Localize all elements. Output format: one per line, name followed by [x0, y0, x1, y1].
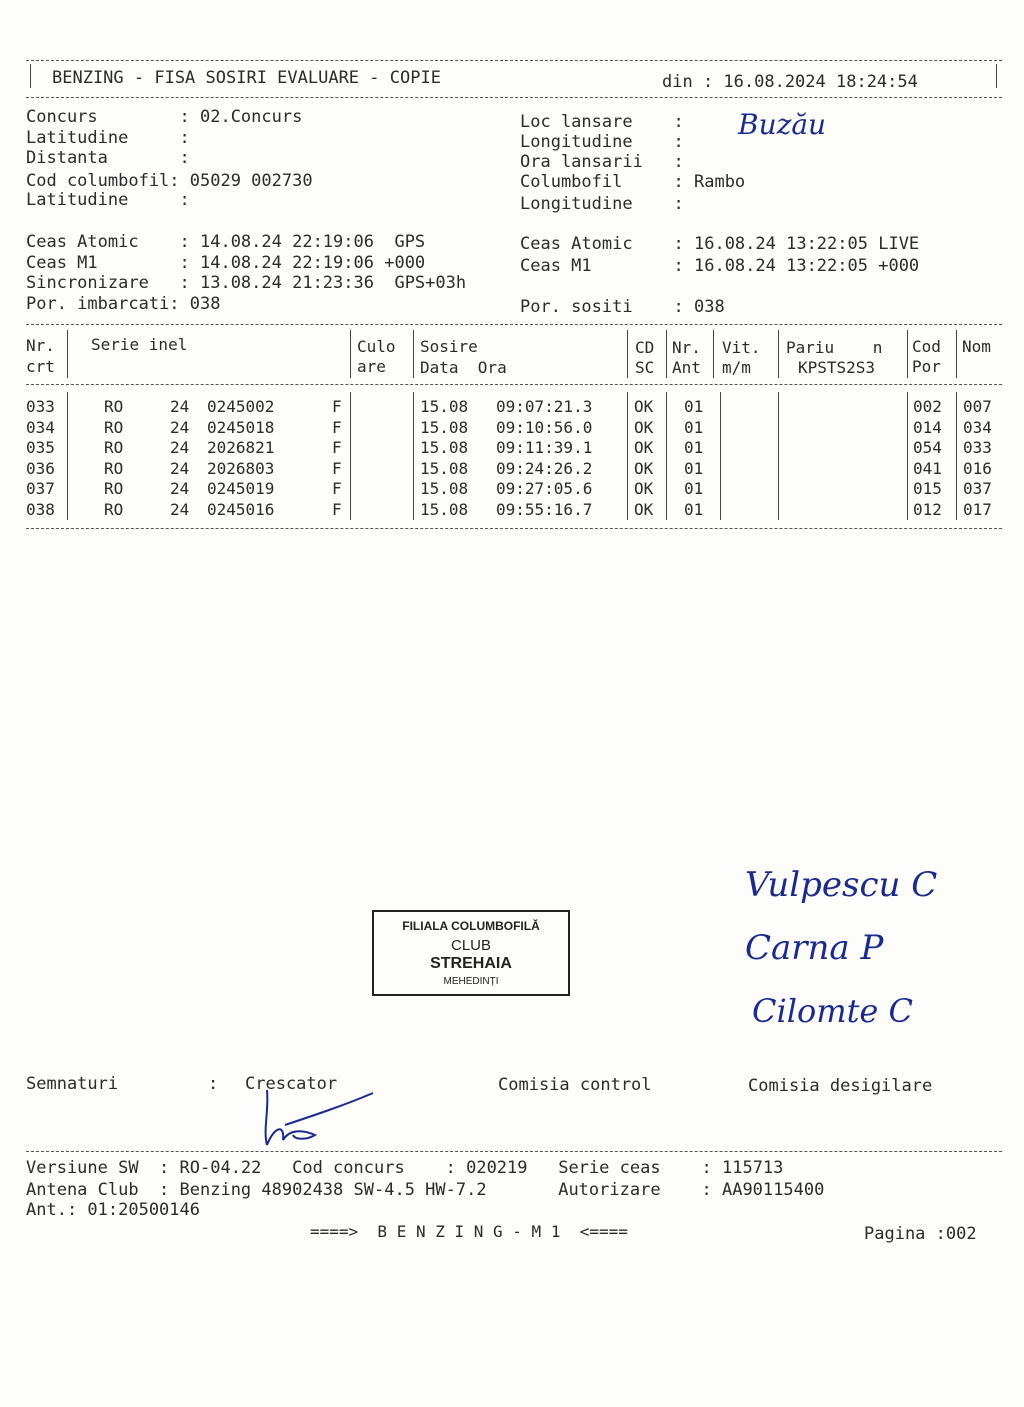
row-cd: OK — [634, 458, 654, 478]
info-cod-columbofil: Cod columbofil: 05029 002730 — [26, 171, 313, 191]
document-date: din : 16.08.2024 18:24:54 — [662, 72, 918, 92]
col-sep — [627, 330, 628, 378]
row-country: RO — [104, 500, 124, 519]
info-longitudine-2: Longitudine : — [520, 194, 684, 214]
header-culoare-1: Culo — [357, 337, 396, 356]
header-por: Por — [912, 357, 941, 376]
footer-line-1: Versiune SW : RO-04.22 Cod concurs : 020219 Serie ceas : 115713 — [26, 1158, 784, 1178]
col-sep — [666, 330, 667, 378]
col-sep — [67, 330, 68, 378]
footer-line-2: Antena Club : Benzing 48902438 SW-4.5 HW-7.2 Autorizare : AA90115400 — [26, 1180, 825, 1200]
col-sep — [413, 392, 414, 520]
row-cod: 002 — [913, 397, 942, 416]
row-cod: 015 — [913, 479, 942, 499]
handwritten-name-1: Vulpescu C — [745, 865, 938, 905]
row-year: 24 — [170, 397, 190, 416]
handwritten-release-place: Buzău — [738, 108, 827, 141]
header-right-border — [996, 64, 997, 88]
row-cd: OK — [634, 479, 654, 499]
row-time: 09:10:56.0 — [496, 417, 593, 437]
row-country: RO — [104, 479, 124, 499]
row-sex: F — [332, 417, 342, 437]
header-cod: Cod — [912, 337, 941, 356]
header-nr-ant: Nr. — [672, 338, 701, 357]
col-sep — [67, 392, 68, 520]
col-sep — [907, 330, 908, 378]
col-sep — [956, 392, 957, 520]
row-time: 09:55:16.7 — [496, 500, 593, 519]
row-antenna: 01 — [684, 479, 704, 499]
row-antenna: 01 — [684, 417, 704, 437]
pigeons-embarked: Por. imbarcati: 038 — [26, 294, 221, 314]
row-nom: 017 — [963, 500, 992, 519]
header-nom: Nom — [962, 337, 991, 356]
document-title: BENZING - FISA SOSIRI EVALUARE - COPIE — [52, 68, 441, 88]
signatures-colon: : — [208, 1074, 219, 1094]
col-sep — [350, 330, 351, 378]
row-date: 15.08 — [420, 438, 469, 458]
clock-m1-left: Ceas M1 : 14.08.24 22:19:06 +000 — [26, 253, 426, 273]
row-date: 15.08 — [420, 479, 469, 499]
col-sep — [778, 330, 779, 378]
row-time: 09:11:39.1 — [496, 438, 593, 458]
info-latitudine-2: Latitudine : — [26, 190, 190, 210]
row-sex: F — [332, 500, 342, 519]
row-sex: F — [332, 438, 342, 458]
pigeons-arrived: Por. sositi : 038 — [520, 297, 725, 317]
signature-comisia-control: Comisia control — [498, 1075, 652, 1095]
signature-crescator: Crescator — [245, 1074, 338, 1094]
row-cod: 014 — [913, 417, 942, 437]
header-kpsts: KPSTS2S3 — [798, 358, 876, 377]
footer-rule — [26, 1151, 1002, 1152]
col-sep — [666, 392, 667, 520]
info-latitudine: Latitudine : — [26, 128, 190, 148]
info-concurs: Concurs : 02.Concurs — [26, 107, 303, 127]
stamp-line-2: CLUB — [450, 937, 491, 954]
row-nom: 016 — [963, 458, 992, 478]
col-sep — [956, 330, 957, 378]
header-sosire: Sosire — [420, 337, 478, 356]
row-nom: 007 — [963, 397, 992, 416]
stamp-line-1: FILIALA COLUMBOFILĂ — [402, 919, 540, 933]
header-culoare-2: are — [357, 357, 386, 376]
row-date: 15.08 — [420, 458, 469, 478]
row-country: RO — [104, 397, 124, 416]
table-bottom-rule — [26, 528, 1002, 529]
row-ring: 0245002 — [207, 397, 275, 416]
row-antenna: 01 — [684, 500, 704, 519]
row-nr: 037 — [26, 479, 55, 499]
clock-m1-right: Ceas M1 : 16.08.24 13:22:05 +000 — [520, 256, 920, 276]
header-mm: m/m — [722, 358, 751, 377]
row-nr: 033 — [26, 397, 55, 416]
header-vit: Vit. — [722, 338, 761, 357]
row-nom: 037 — [963, 479, 992, 499]
club-stamp — [372, 910, 570, 996]
handwritten-signature — [255, 1085, 385, 1155]
row-country: RO — [104, 438, 124, 458]
handwritten-name-2: Carna P — [745, 928, 884, 968]
row-date: 15.08 — [420, 397, 469, 416]
header-top-rule — [26, 60, 1002, 61]
page-number: Pagina :002 — [864, 1224, 977, 1244]
header-ant: Ant — [672, 358, 701, 377]
col-sep — [907, 392, 908, 520]
info-longitudine: Longitudine : — [520, 132, 684, 152]
header-data-ora: Data Ora — [420, 358, 507, 377]
stamp-line-4: MEHEDINȚI — [443, 976, 499, 987]
col-sep — [720, 392, 721, 520]
row-ring: 0245019 — [207, 479, 275, 499]
row-year: 24 — [170, 500, 190, 519]
clock-sync: Sincronizare : 13.08.24 21:23:36 GPS+03h — [26, 273, 467, 293]
row-cod: 012 — [913, 500, 942, 519]
row-ring: 0245016 — [207, 500, 275, 519]
row-cd: OK — [634, 397, 654, 416]
row-time: 09:27:05.6 — [496, 479, 593, 499]
row-cod: 041 — [913, 458, 942, 478]
row-ring: 2026821 — [207, 438, 275, 458]
row-year: 24 — [170, 417, 190, 437]
row-cd: OK — [634, 417, 654, 437]
header-crt: crt — [26, 357, 55, 376]
header-left-border — [30, 64, 31, 88]
row-nom: 033 — [963, 438, 992, 458]
row-nom: 034 — [963, 417, 992, 437]
row-sex: F — [332, 397, 342, 416]
clock-atomic-right: Ceas Atomic : 16.08.24 13:22:05 LIVE — [520, 234, 920, 254]
clock-atomic-left: Ceas Atomic : 14.08.24 22:19:06 GPS — [26, 232, 426, 252]
col-sep — [350, 392, 351, 520]
row-date: 15.08 — [420, 417, 469, 437]
row-year: 24 — [170, 479, 190, 499]
info-ora-lansarii: Ora lansarii : — [520, 152, 684, 172]
header-serie-inel: Serie inel — [91, 335, 188, 354]
row-antenna: 01 — [684, 397, 704, 416]
row-nr: 035 — [26, 438, 55, 458]
row-cd: OK — [634, 500, 654, 519]
footer-line-3: Ant.: 01:20500146 — [26, 1200, 200, 1220]
header-nr: Nr. — [26, 336, 55, 355]
signature-comisia-desigilare: Comisia desigilare — [748, 1076, 933, 1096]
col-sep — [778, 392, 779, 520]
stamp-line-3: STREHAIA — [430, 955, 512, 972]
row-ring: 2026803 — [207, 458, 275, 478]
info-columbofil: Columbofil : Rambo — [520, 172, 746, 192]
row-antenna: 01 — [684, 438, 704, 458]
row-nr: 034 — [26, 417, 55, 437]
row-cd: OK — [634, 438, 654, 458]
table-header-rule — [26, 384, 1002, 385]
info-loc-lansare: Loc lansare : — [520, 112, 684, 132]
row-year: 24 — [170, 458, 190, 478]
info-distanta: Distanta : — [26, 148, 190, 168]
row-cod: 054 — [913, 438, 942, 458]
row-country: RO — [104, 458, 124, 478]
footer-brand: ====> B E N Z I N G - M 1 <==== — [310, 1222, 628, 1241]
row-time: 09:24:26.2 — [496, 458, 593, 478]
row-nr: 038 — [26, 500, 55, 519]
row-sex: F — [332, 458, 342, 478]
row-ring: 0245018 — [207, 417, 275, 437]
row-country: RO — [104, 417, 124, 437]
row-nr: 036 — [26, 458, 55, 478]
col-sep — [627, 392, 628, 520]
col-sep — [713, 330, 714, 378]
header-pariu: Pariu n — [786, 338, 883, 357]
header-sc: SC — [635, 358, 655, 377]
row-year: 24 — [170, 438, 190, 458]
table-top-rule — [26, 324, 1002, 325]
row-date: 15.08 — [420, 500, 469, 519]
signatures-label: Semnaturi — [26, 1074, 119, 1094]
header-cd: CD — [635, 338, 655, 357]
col-sep — [413, 330, 414, 378]
header-bottom-rule — [26, 97, 1002, 98]
handwritten-name-3: Cilomte C — [752, 992, 914, 1030]
row-time: 09:07:21.3 — [496, 397, 593, 416]
row-sex: F — [332, 479, 342, 499]
row-antenna: 01 — [684, 458, 704, 478]
